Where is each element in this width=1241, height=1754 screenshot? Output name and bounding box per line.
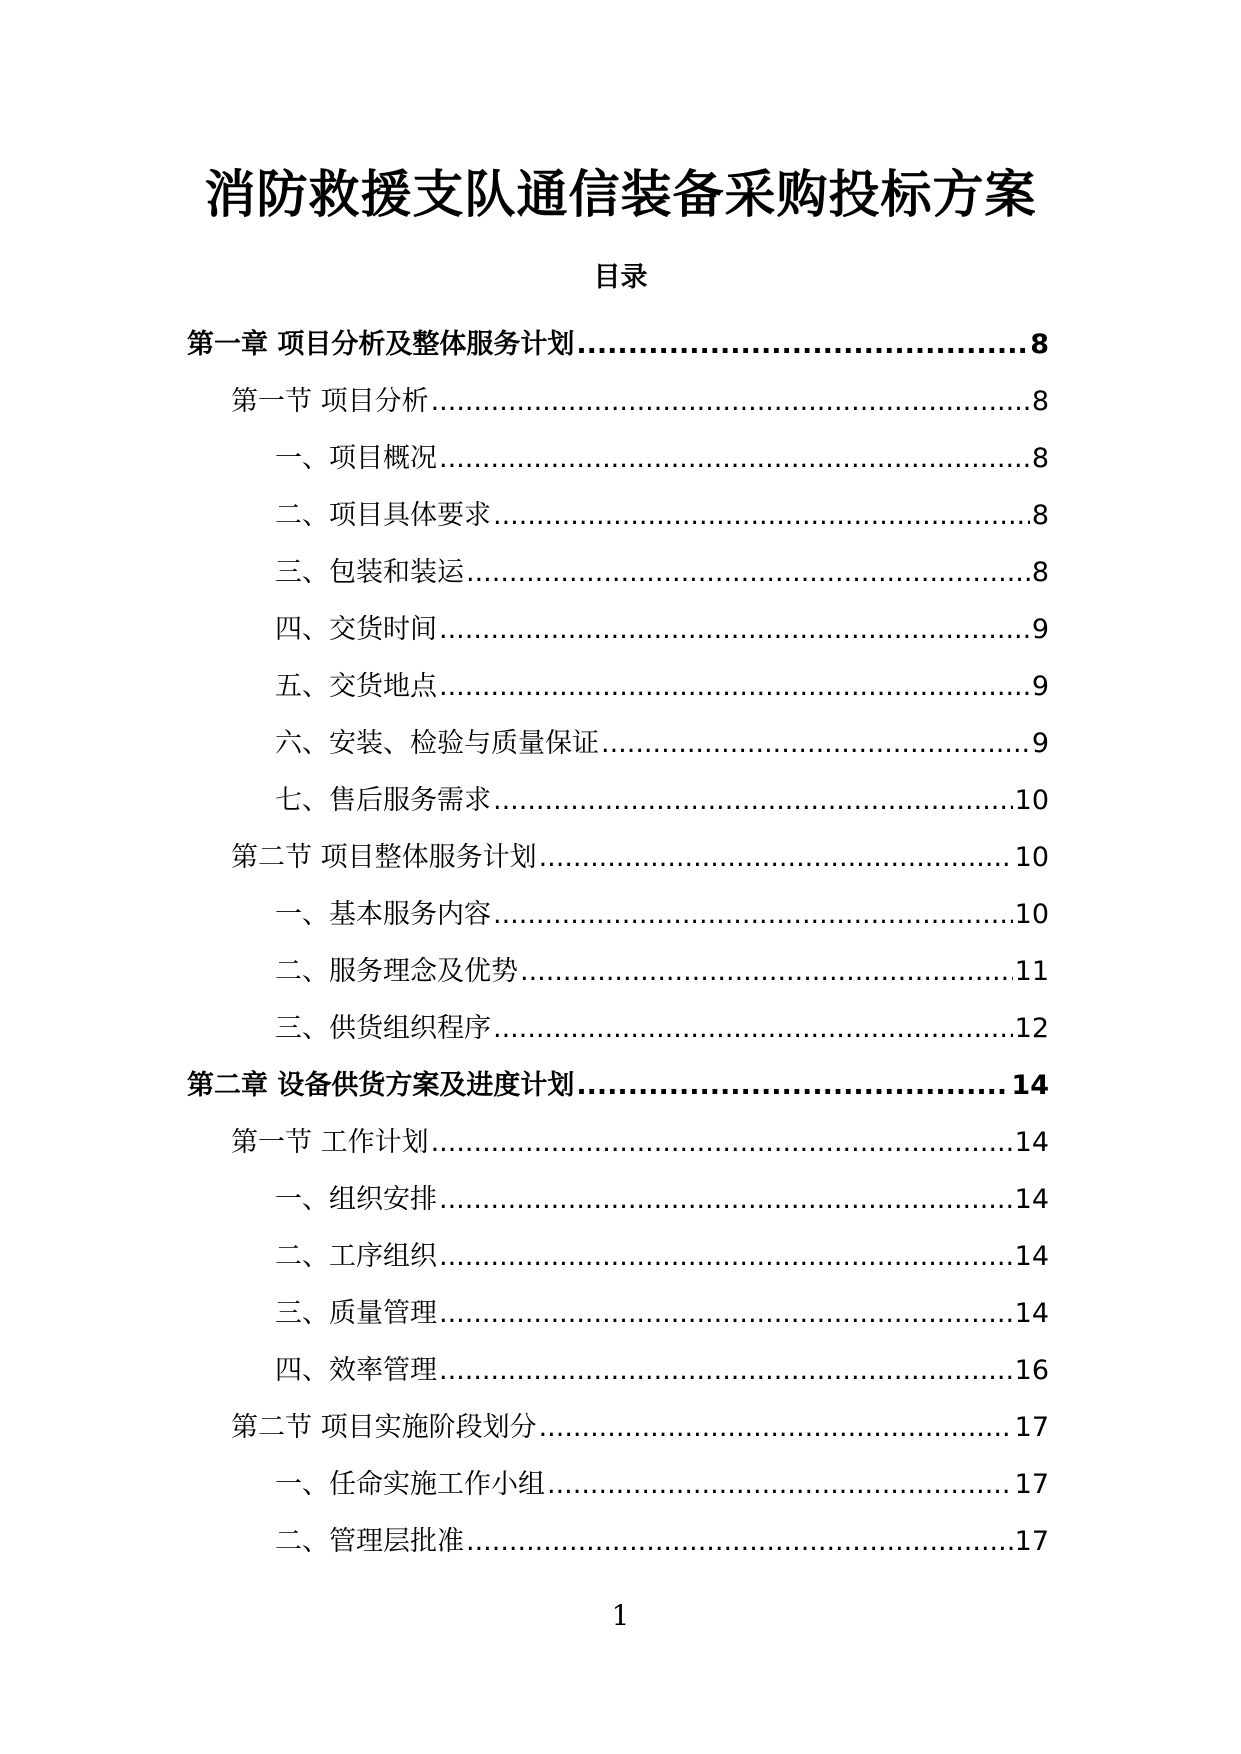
toc-entry[interactable] bbox=[0, 715, 1241, 772]
toc-leader-dots bbox=[466, 1522, 1013, 1562]
toc-entry-label: 五、交货地点 bbox=[275, 670, 437, 702]
toc-entry-page: 8 bbox=[1031, 499, 1049, 531]
toc-entry-label: 四、交货时间 bbox=[275, 613, 437, 645]
toc-entry-page: 9 bbox=[1031, 727, 1049, 759]
toc-entry-page: 10 bbox=[1014, 784, 1049, 816]
toc-entry-page: 9 bbox=[1031, 670, 1049, 702]
toc-entry-label: 一、基本服务内容 bbox=[275, 898, 491, 930]
toc-entry[interactable] bbox=[0, 373, 1241, 430]
toc-leader-dots bbox=[493, 496, 1030, 536]
toc-entry[interactable] bbox=[0, 829, 1241, 886]
toc-entry[interactable] bbox=[0, 1171, 1241, 1228]
toc-entry[interactable] bbox=[0, 943, 1241, 1000]
toc-entry-label: 第一节 工作计划 bbox=[231, 1126, 429, 1158]
toc-leader-dots bbox=[431, 382, 1030, 422]
toc-entry-page: 14 bbox=[1014, 1183, 1049, 1215]
toc-entry-page: 16 bbox=[1014, 1354, 1049, 1386]
toc-entry-label: 第一章 项目分析及整体服务计划 bbox=[187, 328, 575, 360]
toc-heading: 目录 bbox=[593, 262, 648, 293]
toc-entry-label: 二、工序组织 bbox=[275, 1240, 437, 1272]
toc-entry-label: 第二章 设备供货方案及进度计划 bbox=[187, 1069, 575, 1101]
toc-leader-dots bbox=[601, 724, 1030, 764]
toc-leader-dots bbox=[493, 895, 1013, 935]
toc-leader-dots bbox=[547, 1465, 1013, 1505]
toc-entry-page: 11 bbox=[1014, 955, 1049, 987]
toc-entry-page: 17 bbox=[1014, 1468, 1049, 1500]
toc-leader-dots bbox=[439, 1294, 1013, 1334]
table-of-contents bbox=[0, 316, 1241, 1570]
toc-entry[interactable] bbox=[0, 1000, 1241, 1057]
toc-leader-dots bbox=[439, 1180, 1013, 1220]
toc-entry[interactable] bbox=[0, 1285, 1241, 1342]
toc-entry[interactable] bbox=[0, 886, 1241, 943]
toc-leader-dots bbox=[439, 439, 1030, 479]
toc-entry-label: 四、效率管理 bbox=[275, 1354, 437, 1386]
toc-leader-dots bbox=[439, 1237, 1013, 1277]
toc-entry[interactable] bbox=[0, 1057, 1241, 1114]
document-title: 消防救援支队通信装备采购投标方案 bbox=[204, 166, 1037, 225]
toc-leader-dots bbox=[539, 1408, 1013, 1448]
toc-entry[interactable] bbox=[0, 1228, 1241, 1285]
toc-entry[interactable] bbox=[0, 601, 1241, 658]
toc-entry-page: 14 bbox=[1014, 1126, 1049, 1158]
toc-entry-label: 六、安装、检验与质量保证 bbox=[275, 727, 599, 759]
toc-entry[interactable] bbox=[0, 487, 1241, 544]
toc-entry-page: 8 bbox=[1031, 442, 1049, 474]
toc-entry-label: 七、售后服务需求 bbox=[275, 784, 491, 816]
toc-entry-page: 17 bbox=[1014, 1525, 1049, 1557]
toc-entry[interactable] bbox=[0, 430, 1241, 487]
toc-leader-dots bbox=[493, 781, 1013, 821]
toc-entry-page: 14 bbox=[1011, 1069, 1049, 1101]
toc-entry[interactable] bbox=[0, 316, 1241, 373]
toc-leader-dots bbox=[439, 667, 1030, 707]
toc-entry-page: 8 bbox=[1031, 556, 1049, 588]
toc-leader-dots bbox=[520, 952, 1013, 992]
toc-entry-page: 10 bbox=[1014, 841, 1049, 873]
toc-entry[interactable] bbox=[0, 544, 1241, 601]
toc-leader-dots bbox=[439, 610, 1030, 650]
toc-entry-label: 第一节 项目分析 bbox=[231, 385, 429, 417]
toc-entry-label: 第二节 项目实施阶段划分 bbox=[231, 1411, 537, 1443]
toc-entry-label: 一、组织安排 bbox=[275, 1183, 437, 1215]
toc-leader-dots bbox=[576, 1066, 1009, 1106]
toc-entry-page: 10 bbox=[1014, 898, 1049, 930]
toc-entry-label: 二、管理层批准 bbox=[275, 1525, 464, 1557]
toc-entry-label: 一、任命实施工作小组 bbox=[275, 1468, 545, 1500]
toc-leader-dots bbox=[576, 325, 1028, 365]
toc-entry-page: 12 bbox=[1014, 1012, 1049, 1044]
toc-entry-page: 8 bbox=[1031, 385, 1049, 417]
toc-entry[interactable] bbox=[0, 1114, 1241, 1171]
page-number: 1 bbox=[611, 1599, 630, 1632]
toc-entry-page: 14 bbox=[1014, 1240, 1049, 1272]
toc-entry[interactable] bbox=[0, 1342, 1241, 1399]
toc-entry-page: 9 bbox=[1031, 613, 1049, 645]
toc-entry-label: 三、质量管理 bbox=[275, 1297, 437, 1329]
toc-entry-label: 三、包装和装运 bbox=[275, 556, 464, 588]
toc-entry[interactable] bbox=[0, 1456, 1241, 1513]
toc-leader-dots bbox=[466, 553, 1030, 593]
toc-leader-dots bbox=[439, 1351, 1013, 1391]
toc-leader-dots bbox=[539, 838, 1013, 878]
toc-entry-page: 8 bbox=[1030, 328, 1049, 360]
toc-entry-label: 第二节 项目整体服务计划 bbox=[231, 841, 537, 873]
toc-entry[interactable] bbox=[0, 1399, 1241, 1456]
toc-entry-page: 14 bbox=[1014, 1297, 1049, 1329]
toc-entry[interactable] bbox=[0, 1513, 1241, 1570]
toc-entry-label: 二、服务理念及优势 bbox=[275, 955, 518, 987]
toc-leader-dots bbox=[493, 1009, 1013, 1049]
toc-entry-page: 17 bbox=[1014, 1411, 1049, 1443]
toc-entry-label: 一、项目概况 bbox=[275, 442, 437, 474]
toc-entry-label: 二、项目具体要求 bbox=[275, 499, 491, 531]
toc-entry-label: 三、供货组织程序 bbox=[275, 1012, 491, 1044]
toc-entry[interactable] bbox=[0, 772, 1241, 829]
toc-leader-dots bbox=[431, 1123, 1013, 1163]
toc-entry[interactable] bbox=[0, 658, 1241, 715]
